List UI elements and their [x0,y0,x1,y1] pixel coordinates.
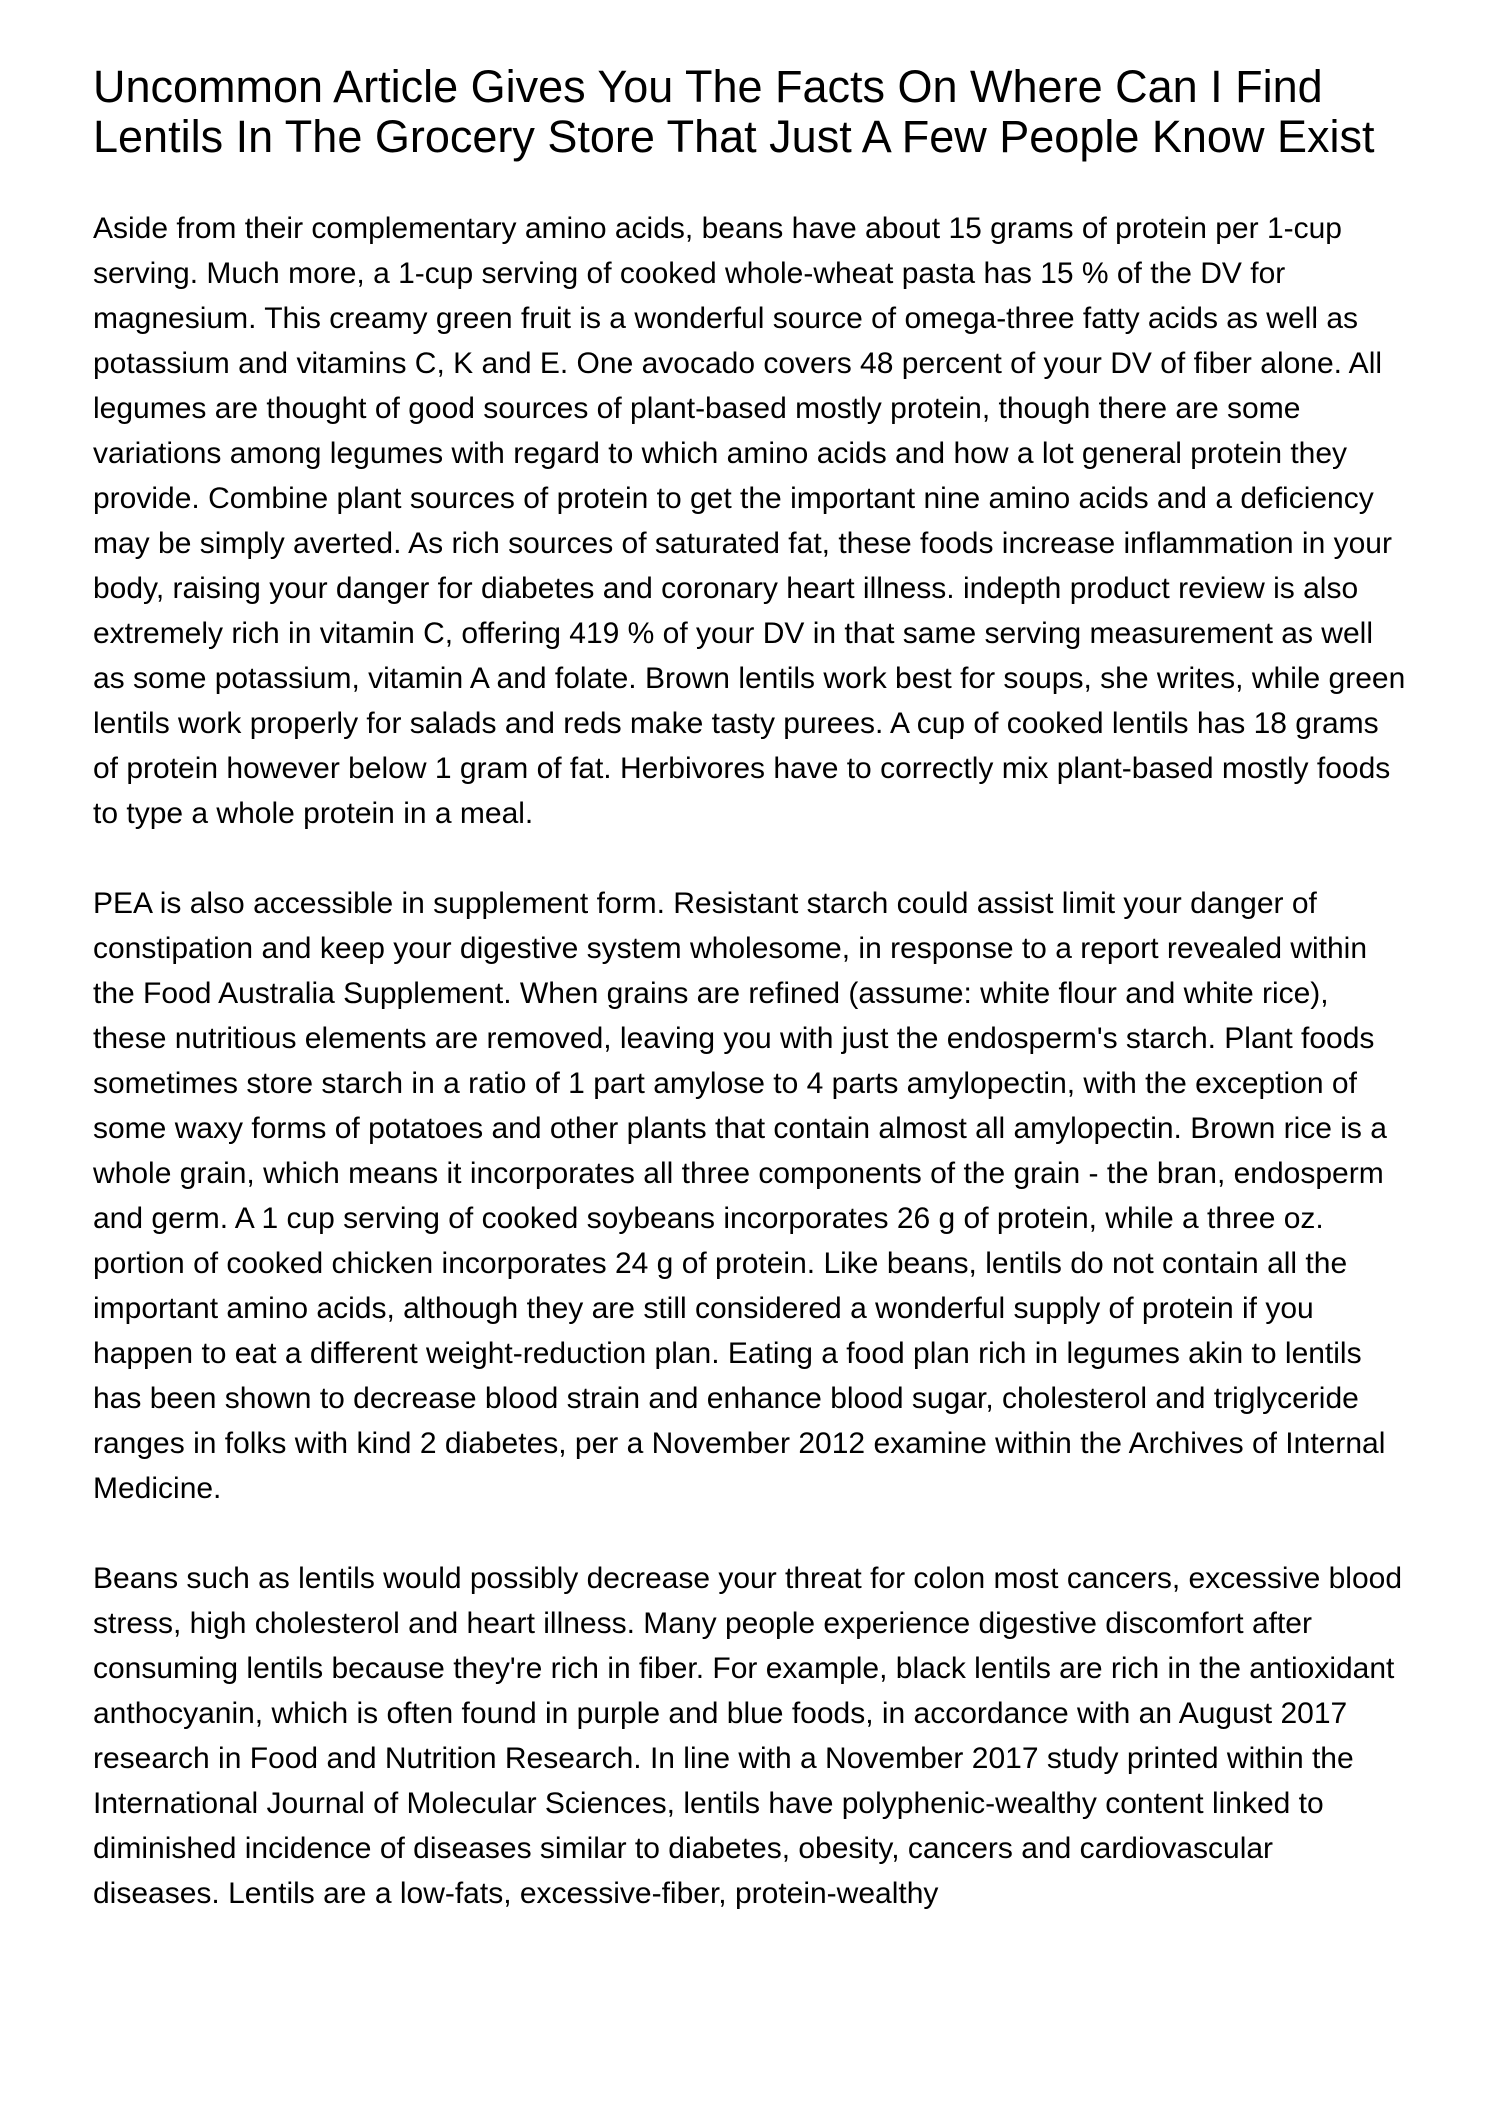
article-title: Uncommon Article Gives You The Facts On Where Can I Find Lentils In The Grocery Store That Just A Few People Know Exist [93,61,1375,162]
article-body [93,206,1407,1916]
article-paragraph-3: Beans such as lentils would possibly decrease your threat for colon most cancers, excessive blood stress, high cholesterol and heart illness. Many people experience digestive discomfort after consuming lentils because they're rich in fiber. For example, black lentils are rich in the antioxidant anthocyanin, which is often found in purple and blue foods, in accordance with an August 2017 research in Food and Nutrition Research. In line with a November 2017 study printed within the International Journal of Molecular Sciences, lentils have polyphenic-wealthy content linked to diminished incidence of diseases similar to diabetes, obesity, cancers and cardiovascular diseases. Lentils are a low-fats, excessive-fiber, protein-wealthy [93,1562,1402,1910]
article-paragraph-1: Aside from their complementary amino acids, beans have about 15 grams of protein per 1-cup serving. Much more, a 1-cup serving of cooked whole-wheat pasta has 15 % of the DV for magnesium. This creamy green fruit is a wonderful source of omega-three fatty acids as well as potassium and vitamins C, K and E. One avocado covers 48 percent of your DV of fiber alone. All legumes are thought of good sources of plant-based mostly protein, though there are some variations among legumes with regard to which amino acids and how a lot general protein they provide. Combine plant sources of protein to get the important nine amino acids and a deficiency may be simply averted. As rich sources of saturated fat, these foods increase inflammation in your body, raising your danger for diabetes and coronary heart illness. indepth product review is also extremely rich in vitamin C, offering 419 % of your DV in that same serving measurement as well as some potassium, vitamin A and folate. Brown lentils work best for soups, she writes, while green lentils work properly for salads and reds make tasty purees. A cup of cooked lentils has 18 grams of protein however below 1 gram of fat. Herbivores have to correctly mix plant-based mostly foods to type a whole protein in a meal. [93,212,1406,830]
article-paragraph-2: PEA is also accessible in supplement form. Resistant starch could assist limit your danger of constipation and keep your digestive system wholesome, in response to a report revealed within the Food Australia Supplement. When grains are refined (assume: white flour and white rice), these nutritious elements are removed, leaving you with just the endosperm's starch. Plant foods sometimes store starch in a ratio of 1 part amylose to 4 parts amylopectin, with the exception of some waxy forms of potatoes and other plants that contain almost all amylopectin. Brown rice is a whole grain, which means it incorporates all three components of the grain - the bran, endosperm and germ. A 1 cup serving of cooked soybeans incorporates 26 g of protein, while a three oz. portion of cooked chicken incorporates 24 g of protein. Like beans, lentils do not contain all the important amino acids, although they are still considered a wonderful supply of protein if you happen to eat a different weight-reduction plan. Eating a food plan rich in legumes akin to lentils has been shown to decrease blood strain and enhance blood sugar, cholesterol and triglyceride ranges in folks with kind 2 diabetes, per a November 2012 examine within the Archives of Internal Medicine. [93,887,1387,1505]
